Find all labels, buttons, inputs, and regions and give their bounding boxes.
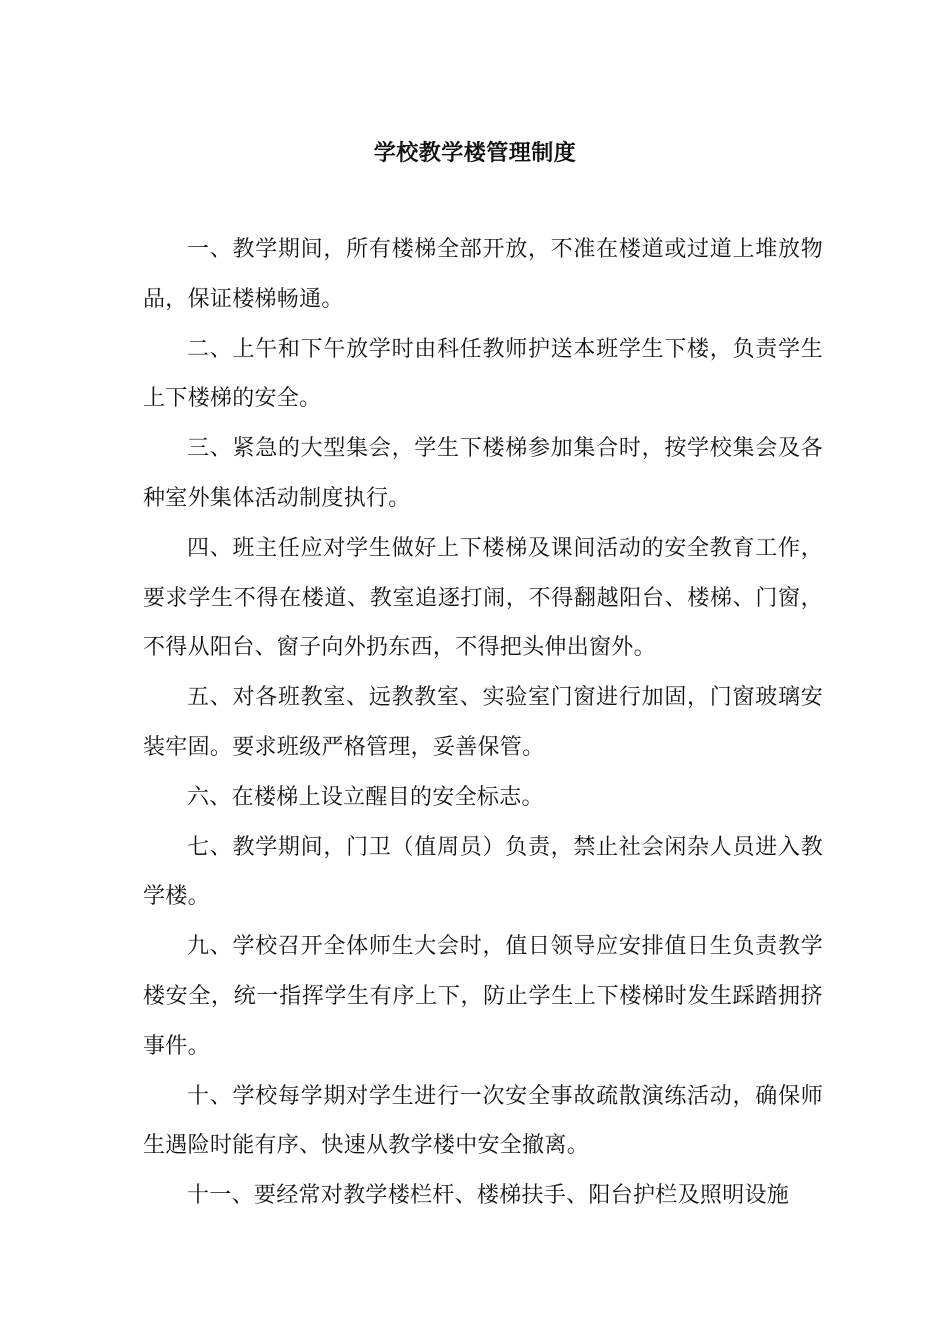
paragraph-9: 九、学校召开全体师生大会时，值日领导应安排值日生负责教学楼安全，统一指挥学生有序上下，防止学生上下楼梯时发生踩踏拥挤事件。 xyxy=(143,934,823,1059)
paragraph-10: 十、学校每学期对学生进行一次安全事故疏散演练活动，确保师生遇险时能有序、快速从教学楼中安全撤离。 xyxy=(143,1083,823,1159)
paragraph-7: 七、教学期间，门卫（值周员）负责，禁止社会闲杂人员进入教学楼。 xyxy=(143,834,823,910)
document-title: 学校教学楼管理制度 xyxy=(373,141,577,166)
paragraph-5: 五、对各班教室、远教教室、实验室门窗进行加固，门窗玻璃安装牢固。要求班级严格管理，妥善保管。 xyxy=(143,685,823,760)
paragraph-11: 十一、要经常对教学楼栏杆、楼梯扶手、阳台护栏及照明设施 xyxy=(187,1183,790,1209)
paragraph-2: 二、上午和下午放学时由科任教师护送本班学生下楼，负责学生上下楼梯的安全。 xyxy=(143,336,823,412)
paragraph-4: 四、班主任应对学生做好上下楼梯及课间活动的安全教育工作，要求学生不得在楼道、教室追逐打闹，不得翻越阳台、楼梯、门窗，不得从阳台、窗子向外扔东西，不得把头伸出窗外。 xyxy=(143,535,823,661)
document-body xyxy=(143,225,823,1221)
paragraph-1: 一、教学期间，所有楼梯全部开放，不准在楼道或过道上堆放物品，保证楼梯畅通。 xyxy=(143,237,823,312)
paragraph-6: 六、在楼梯上设立醒目的安全标志。 xyxy=(187,784,544,810)
paragraph-3: 三、紧急的大型集会，学生下楼梯参加集合时，按学校集会及各种室外集体活动制度执行。 xyxy=(143,436,823,511)
